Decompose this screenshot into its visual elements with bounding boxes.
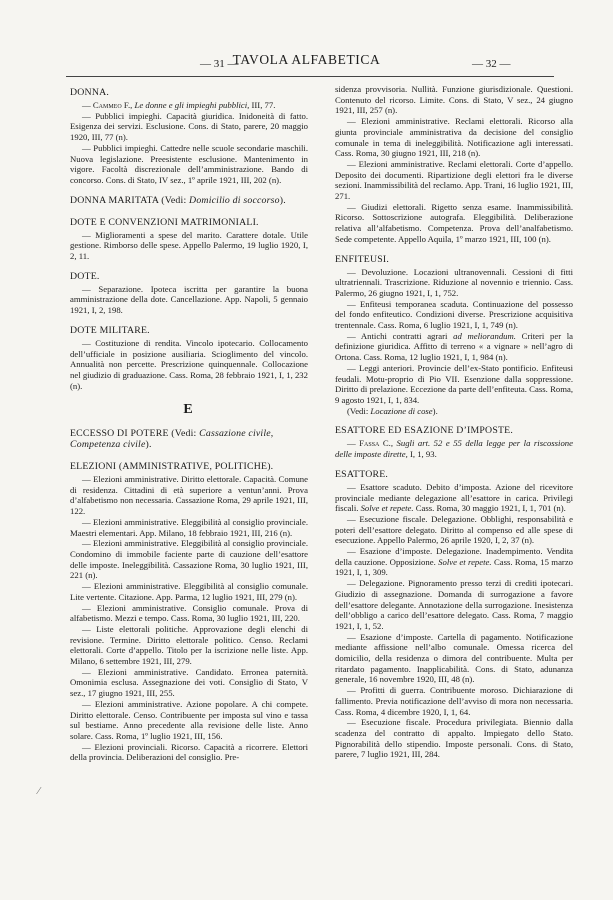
header-rule — [66, 76, 554, 77]
entry-paragraph: — Costituzione di rendita. Vincolo ipotecario. Collocamento dell’ufficiale in posizione ausiliaria. Scioglimento del vincolo. Annualità non percette. Prescrizione quinquennale. Collocazione nel giudizio di graduazione. Cass. Roma, 28 febbraio 1921, I, 1, 232 (n). — [70, 337, 308, 391]
entry-paragraph: — Leggi anteriori. Provincie dell’ex-Stato pontificio. Enfiteusi feudali. Motu-proprio di Pio VII. Esenzione dalla soppressione. Diritto di prelazione. Eccezione da parte dell’enfiteuta. Cass. Roma, 9 agosto 1921, I, 1, 834. — [335, 362, 573, 405]
italic-phrase: ad meliorandum. — [453, 330, 516, 341]
entry-paragraph: — Devoluzione. Locazioni ultranovennali. Cessioni di fitti ultratriennali. Trascrizione. Riduzione al novennio e triennio. Cass. Palermo, 26 giugno 1921, I, 1, 752. — [335, 266, 573, 298]
italic-phrase: Solve et repete. — [438, 556, 492, 567]
text-run: Criteri per la definizione giuridica. Affitto di terreno « a vignare » nell’agro di Ortona. Cass. Roma, 12 luglio 1921, I, 1, 984 (n). — [335, 330, 574, 363]
left-page-number: — 31 — — [200, 58, 239, 70]
entry-paragraph: — Elezioni amministrative. Reclami elettorali. Corte d’appello. Deposito dei documenti. Ripartizione degli elettori fra le diverse sezioni. Inammissibilità del reclamo. App. Trani, 16 luglio 1921, III, 271. — [335, 158, 573, 202]
entry-paragraph: — Elezioni amministrative. Candidato. Erronea paternità. Omonimia esclusa. Assegnazione dei voti. Consiglio di Stato, V sez., 17 giugno 1921, III, 255. — [70, 666, 308, 699]
entry-paragraph: — Miglioramenti a spese del marito. Carattere dotale. Utile gestione. Rimborso delle spese. Appello Palermo, 19 luglio 1920, I, 2, 11. — [70, 229, 308, 262]
entry-heading-dote-militare: DOTE MILITARE. — [70, 324, 150, 336]
entry-paragraph-continued: sidenza provvisoria. Nullità. Funzione giurisdizionale. Questioni. Contenuto del ricorso. Limite. Cons. di Stato, V sez., 24 giugno 1921, III, 257 (n). — [335, 84, 573, 116]
entry-paragraph: — Pubblici impieghi. Capacità giuridica. Inidoneità di fatto. Esigenza dei servizi. Esclusione. Cons. di Stato, parere, 20 maggio 1920, III, 77 (n). — [70, 110, 308, 143]
text-run: — Antichi contratti agrari — [347, 330, 448, 341]
entry-heading-donna: DONNA. — [70, 87, 110, 98]
entry-paragraph — [335, 482, 573, 514]
heading-close: ). — [279, 194, 286, 206]
entry-paragraph: — Elezioni amministrative. Eleggibilità al consiglio provinciale. Maestri elementari. App. Milano, 18 febbraio 1921, III, 216 (n). — [70, 516, 308, 538]
heading-text: ECCESSO DI POTERE (Vedi: — [70, 428, 197, 440]
entry-paragraph — [70, 100, 308, 111]
entry-paragraph: — Enfiteusi temporanea scaduta. Continuazione del possesso del fondo enfiteutico. Condizioni diverse. Prescrizione acquisitiva trentennale. Cass. Roma, 6 luglio 1921, I, 1, 749 (n). — [335, 298, 573, 331]
left-column — [70, 84, 308, 763]
entry-heading-esattore: ESATTORE. — [335, 468, 389, 480]
right-column — [335, 84, 573, 760]
text-run: — Esazione d’imposte. Delegazione. Inadempimento. Vendita della cauzione. Opposizione. — [335, 546, 573, 567]
author-name: — Fassa C., — [347, 438, 393, 449]
text-run: (Vedi: — [347, 405, 369, 416]
italic-phrase: Solve et repete. — [360, 503, 414, 514]
work-title: Sugli art. 52 e 55 della legge per la riscossione delle imposte dirette, — [335, 438, 574, 460]
entry-paragraph: — Liste elettorali politiche. Approvazione degli elenchi di revisione. Termine. Diritto elettorale politico. Censo. Reclami elettorali. Corte d’appello. Titolo per la iscrizione nelle liste. App. Milano, 6 settembre 1921, III, 279. — [70, 623, 308, 667]
entry-paragraph: — Profitti di guerra. Contribuente moroso. Dichiarazione di fallimento. Previa notificazione dell’avviso di mora non necessaria. Cass. Roma, 4 dicembre 1920, I, 1, 64. — [335, 685, 573, 717]
running-title: TAVOLA ALFABETICA — [232, 52, 381, 67]
entry-heading-elezioni: ELEZIONI (AMMINISTRATIVE, POLITICHE). — [70, 461, 274, 473]
author-name: — Cammeo F., — [82, 100, 133, 110]
entry-heading-enfiteusi: ENFITEUSI. — [335, 253, 389, 265]
spacer — [70, 186, 308, 192]
spacer — [70, 452, 308, 458]
spacer — [335, 460, 573, 466]
entry-heading-eccesso — [70, 428, 308, 450]
see-reference: Locazione di cose — [370, 405, 433, 416]
spacer — [335, 416, 573, 422]
heading-text: DONNA MARITATA (Vedi: — [70, 194, 187, 206]
entry-paragraph: — Elezioni amministrative. Diritto elettorale. Capacità. Comune di residenza. Cittadini di età superiore a ventun’anni. Prova d’alfabetismo non necessaria. Cassazione Roma, 29 aprile 1921, III, 122. — [70, 474, 308, 517]
entry-paragraph: — Elezioni amministrative. Azione popolare. A chi compete. Diritto elettorale. Censo. Contribuente per imposta sul vino e tassa sul bestiame. Anno precedente alla revisione delle liste. Anno solare. Cass. Roma, 1º luglio 1921, III, 156. — [70, 698, 308, 741]
entry-heading-dote: DOTE. — [70, 270, 100, 282]
entry-paragraph — [335, 438, 573, 459]
entry-paragraph: — Elezioni amministrative. Reclami elettorali. Ricorso alla giunta provinciale amministrativa da decisione del consiglio comunale in tema di ineleggibilità. Notificazione agli interessati. Cass. Roma, 30 giugno 1921, III, 218 (n). — [335, 116, 573, 159]
page-header — [0, 50, 613, 76]
entry-paragraph: — Giudizi elettorali. Rigetto senza esame. Inammissibilità. Ricorso. Sottoscrizione autografa. Eleggibilità. Deliberazione relativa all’alfabetismo. Competenza. Prova dell’analfabetismo. Sede competente. Appello Aquila, 1º marzo 1921, III, 100 (n). — [335, 201, 573, 244]
citation: III, 77. — [251, 100, 276, 110]
entry-paragraph: — Elezioni amministrative. Eleggibilità al consiglio comunale. Lite vertente. Citazione. App. Parma, 12 luglio 1921, III, 279 (n). — [70, 581, 308, 602]
entry-paragraph — [335, 546, 573, 578]
entry-paragraph: — Elezioni provinciali. Ricorso. Capacità a ricorrere. Elettori della provincia. Deliberazioni del consiglio. Pre- — [70, 741, 308, 763]
entry-paragraph: — Esazione d’imposte. Cartella di pagamento. Notificazione mediante affissione nell’albo comunale. Omessa ricerca del domicilio, della residenza o dimora del contribuente. Multa per ritardato pagamento. Inapplicabilità. Cons. di Stato, adunanza generale, 16 novembre 1920, III, 48 (n). — [335, 631, 573, 685]
text-run: ). — [432, 405, 438, 416]
spacer — [70, 208, 308, 214]
text-run: Cass. Roma, 30 maggio 1921, I, 1, 701 (n). — [415, 503, 566, 514]
entry-paragraph: — Delegazione. Pignoramento presso terzi di crediti ipotecari. Giudizio di assegnazione. Domanda di surrogazione a favore dell’esattore delegante. Annotazione della surrogazione. Inesistenza dell’obbligo a carico dell’esattore delegato. Cass. Roma, 7 maggio 1921, I, 1, 52. — [335, 578, 573, 631]
spacer — [335, 245, 573, 251]
entry-paragraph: — Esecuzione fiscale. Delegazione. Obblighi, responsabilità e poteri dell’esattore delegato. Diritto al compenso ed alle spese di esecuzione. Appello Palermo, 26 aprile 1920, I, 2, 37 (n). — [335, 513, 573, 546]
entry-paragraph: — Elezioni amministrative. Consiglio comunale. Prova di alfabetismo. Mezzi e tempo. Cass. Roma, 30 luglio 1921, III, 220. — [70, 602, 308, 624]
entry-heading-donna-maritata — [70, 195, 308, 206]
spacer — [70, 316, 308, 322]
text-run: — Esattore scaduto. Debito d’imposta. Azione del ricevitore provinciale mediante delegazione all’esattore in carica. Privilegi fiscali. — [335, 481, 573, 514]
margin-mark: ⁄ — [38, 786, 40, 797]
entry-paragraph: — Separazione. Ipoteca iscritta per garantire la buona amministrazione della dote. Cancellazione. App. Napoli, 5 gennaio 1921, I, 2, 198. — [70, 283, 308, 316]
see-reference: Domicilio di soccorso — [189, 194, 280, 206]
right-page-number: — 32 — — [472, 58, 511, 70]
work-title: Le donne e gli impieghi pubblici, — [134, 100, 250, 110]
entry-paragraph — [335, 406, 573, 417]
entry-paragraph: — Pubblici impieghi. Cattedre nelle scuole secondarie maschili. Nuova legislazione. Preesistente esclusione. Mantenimento in vigore. Facoltà discrezionale dell’amministrazione. Bando di concorso. Cons. di Stato, IV sez., 1º aprile 1921, III, 202 (n). — [70, 142, 308, 185]
entry-heading-dote-convenzioni: DOTE E CONVENZIONI MATRIMONIALI. — [70, 216, 259, 228]
heading-close: ). — [145, 439, 152, 451]
entry-paragraph — [335, 331, 573, 363]
entry-paragraph: — Elezioni amministrative. Eleggibilità al consiglio provinciale. Condomino di immobile faciente parte di cauzione dell’esattore delle imposte. Ineleggibilità. Cassazione Roma, 30 luglio 1921, III, 221 (n). — [70, 538, 308, 581]
section-letter-e: E — [183, 402, 195, 418]
spacer — [70, 262, 308, 268]
text-run: Cass. Roma, 15 marzo 1921, I, 1, 309. — [335, 556, 574, 578]
see-reference: Cassazione civile, Competenza civile — [70, 428, 274, 451]
entry-paragraph: — Esecuzione fiscale. Procedura privilegiata. Biennio dalla scadenza del contratto di appalto. Impiegato dello Stato. Pignorabilità dello stipendio. Imposte personali. Cons. di Stato, parere, 7 luglio 1921, III, 284. — [335, 717, 573, 760]
entry-heading-esattore-esazione: ESATTORE ED ESAZIONE D’IMPOSTE. — [335, 425, 514, 437]
citation: I, 1, 93. — [409, 449, 437, 460]
